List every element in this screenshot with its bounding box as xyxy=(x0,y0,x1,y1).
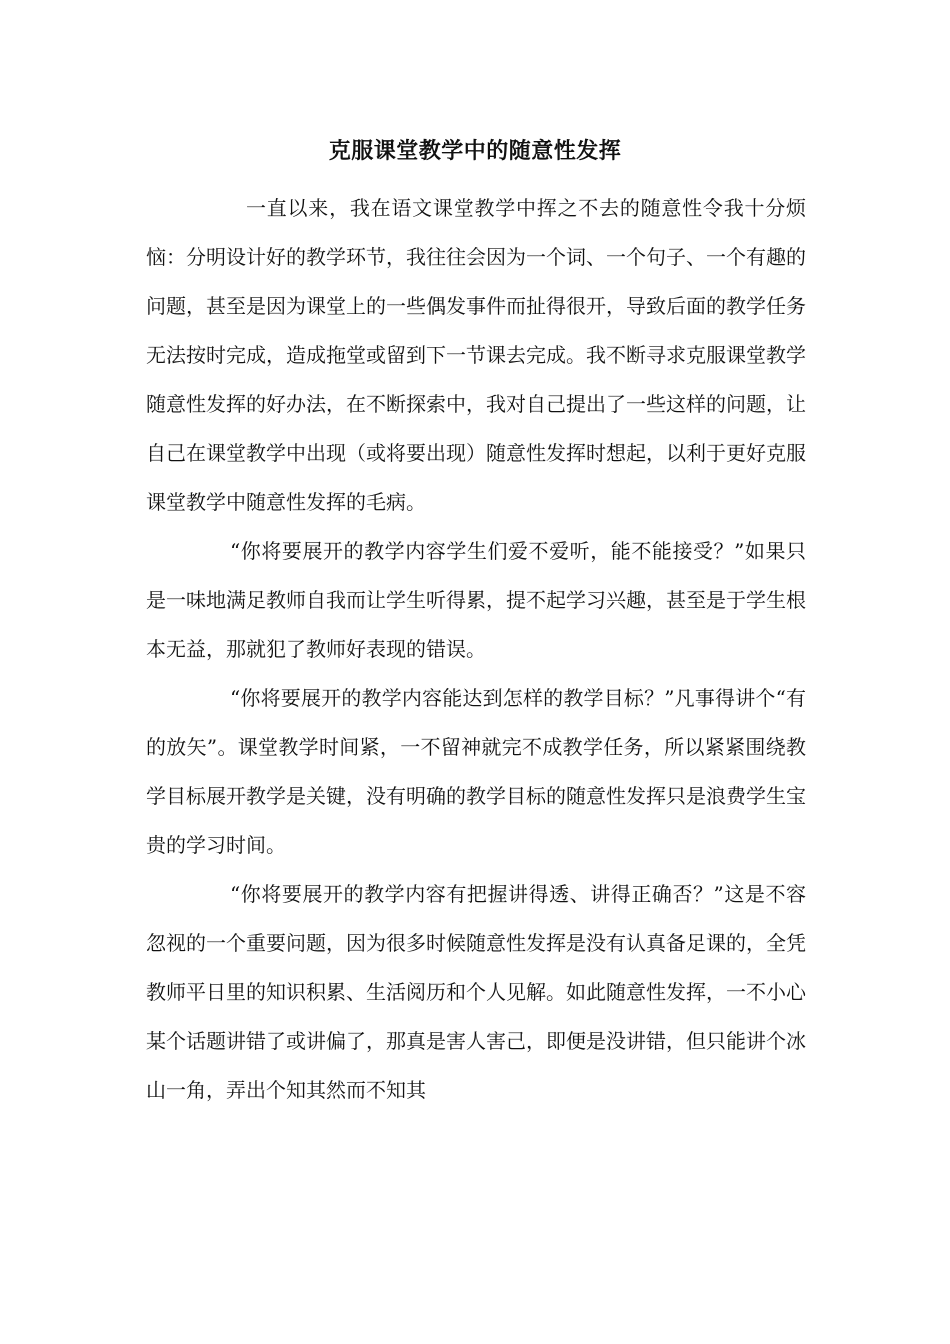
paragraph-question-accuracy: “你将要展开的教学内容有把握讲得透、讲得正确否？”这是不容忽视的一个重要问题，因为很多时候随意性发挥是没有认真备足课的，全凭教师平日里的知识积累、生活阅历和个人见解。如此随意性发挥，一不小心某个话题讲错了或讲偏了，那真是害人害己，即便是没讲错，但只能讲个冰山一角，弄出个知其然而不知其 xyxy=(146,882,806,1102)
document-title: 克服课堂教学中的随意性发挥 xyxy=(328,138,622,164)
paragraph-question-goal: “你将要展开的教学内容能达到怎样的教学目标？”凡事得讲个“有的放矢”。课堂教学时间紧，一不留神就完不成教学任务，所以紧紧围绕教学目标展开教学是关键，没有明确的教学目标的随意性发挥只是浪费学生宝贵的学习时间。 xyxy=(146,686,806,857)
document-body xyxy=(146,184,806,1115)
paragraph-question-acceptance: “你将要展开的教学内容学生们爱不爱听，能不能接受？”如果只是一味地满足教师自我而让学生听得累，提不起学习兴趣，甚至是于学生根本无益，那就犯了教师好表现的错误。 xyxy=(146,539,806,661)
paragraph-intro: 一直以来，我在语文课堂教学中挥之不去的随意性令我十分烦恼：分明设计好的教学环节，我往往会因为一个词、一个句子、一个有趣的问题，甚至是因为课堂上的一些偶发事件而扯得很开，导致后面的教学任务无法按时完成，造成拖堂或留到下一节课去完成。我不断寻求克服课堂教学随意性发挥的好办法，在不断探索中，我对自己提出了一些这样的问题，让自己在课堂教学中出现（或将要出现）随意性发挥时想起，以利于更好克服课堂教学中随意性发挥的毛病。 xyxy=(146,196,806,514)
